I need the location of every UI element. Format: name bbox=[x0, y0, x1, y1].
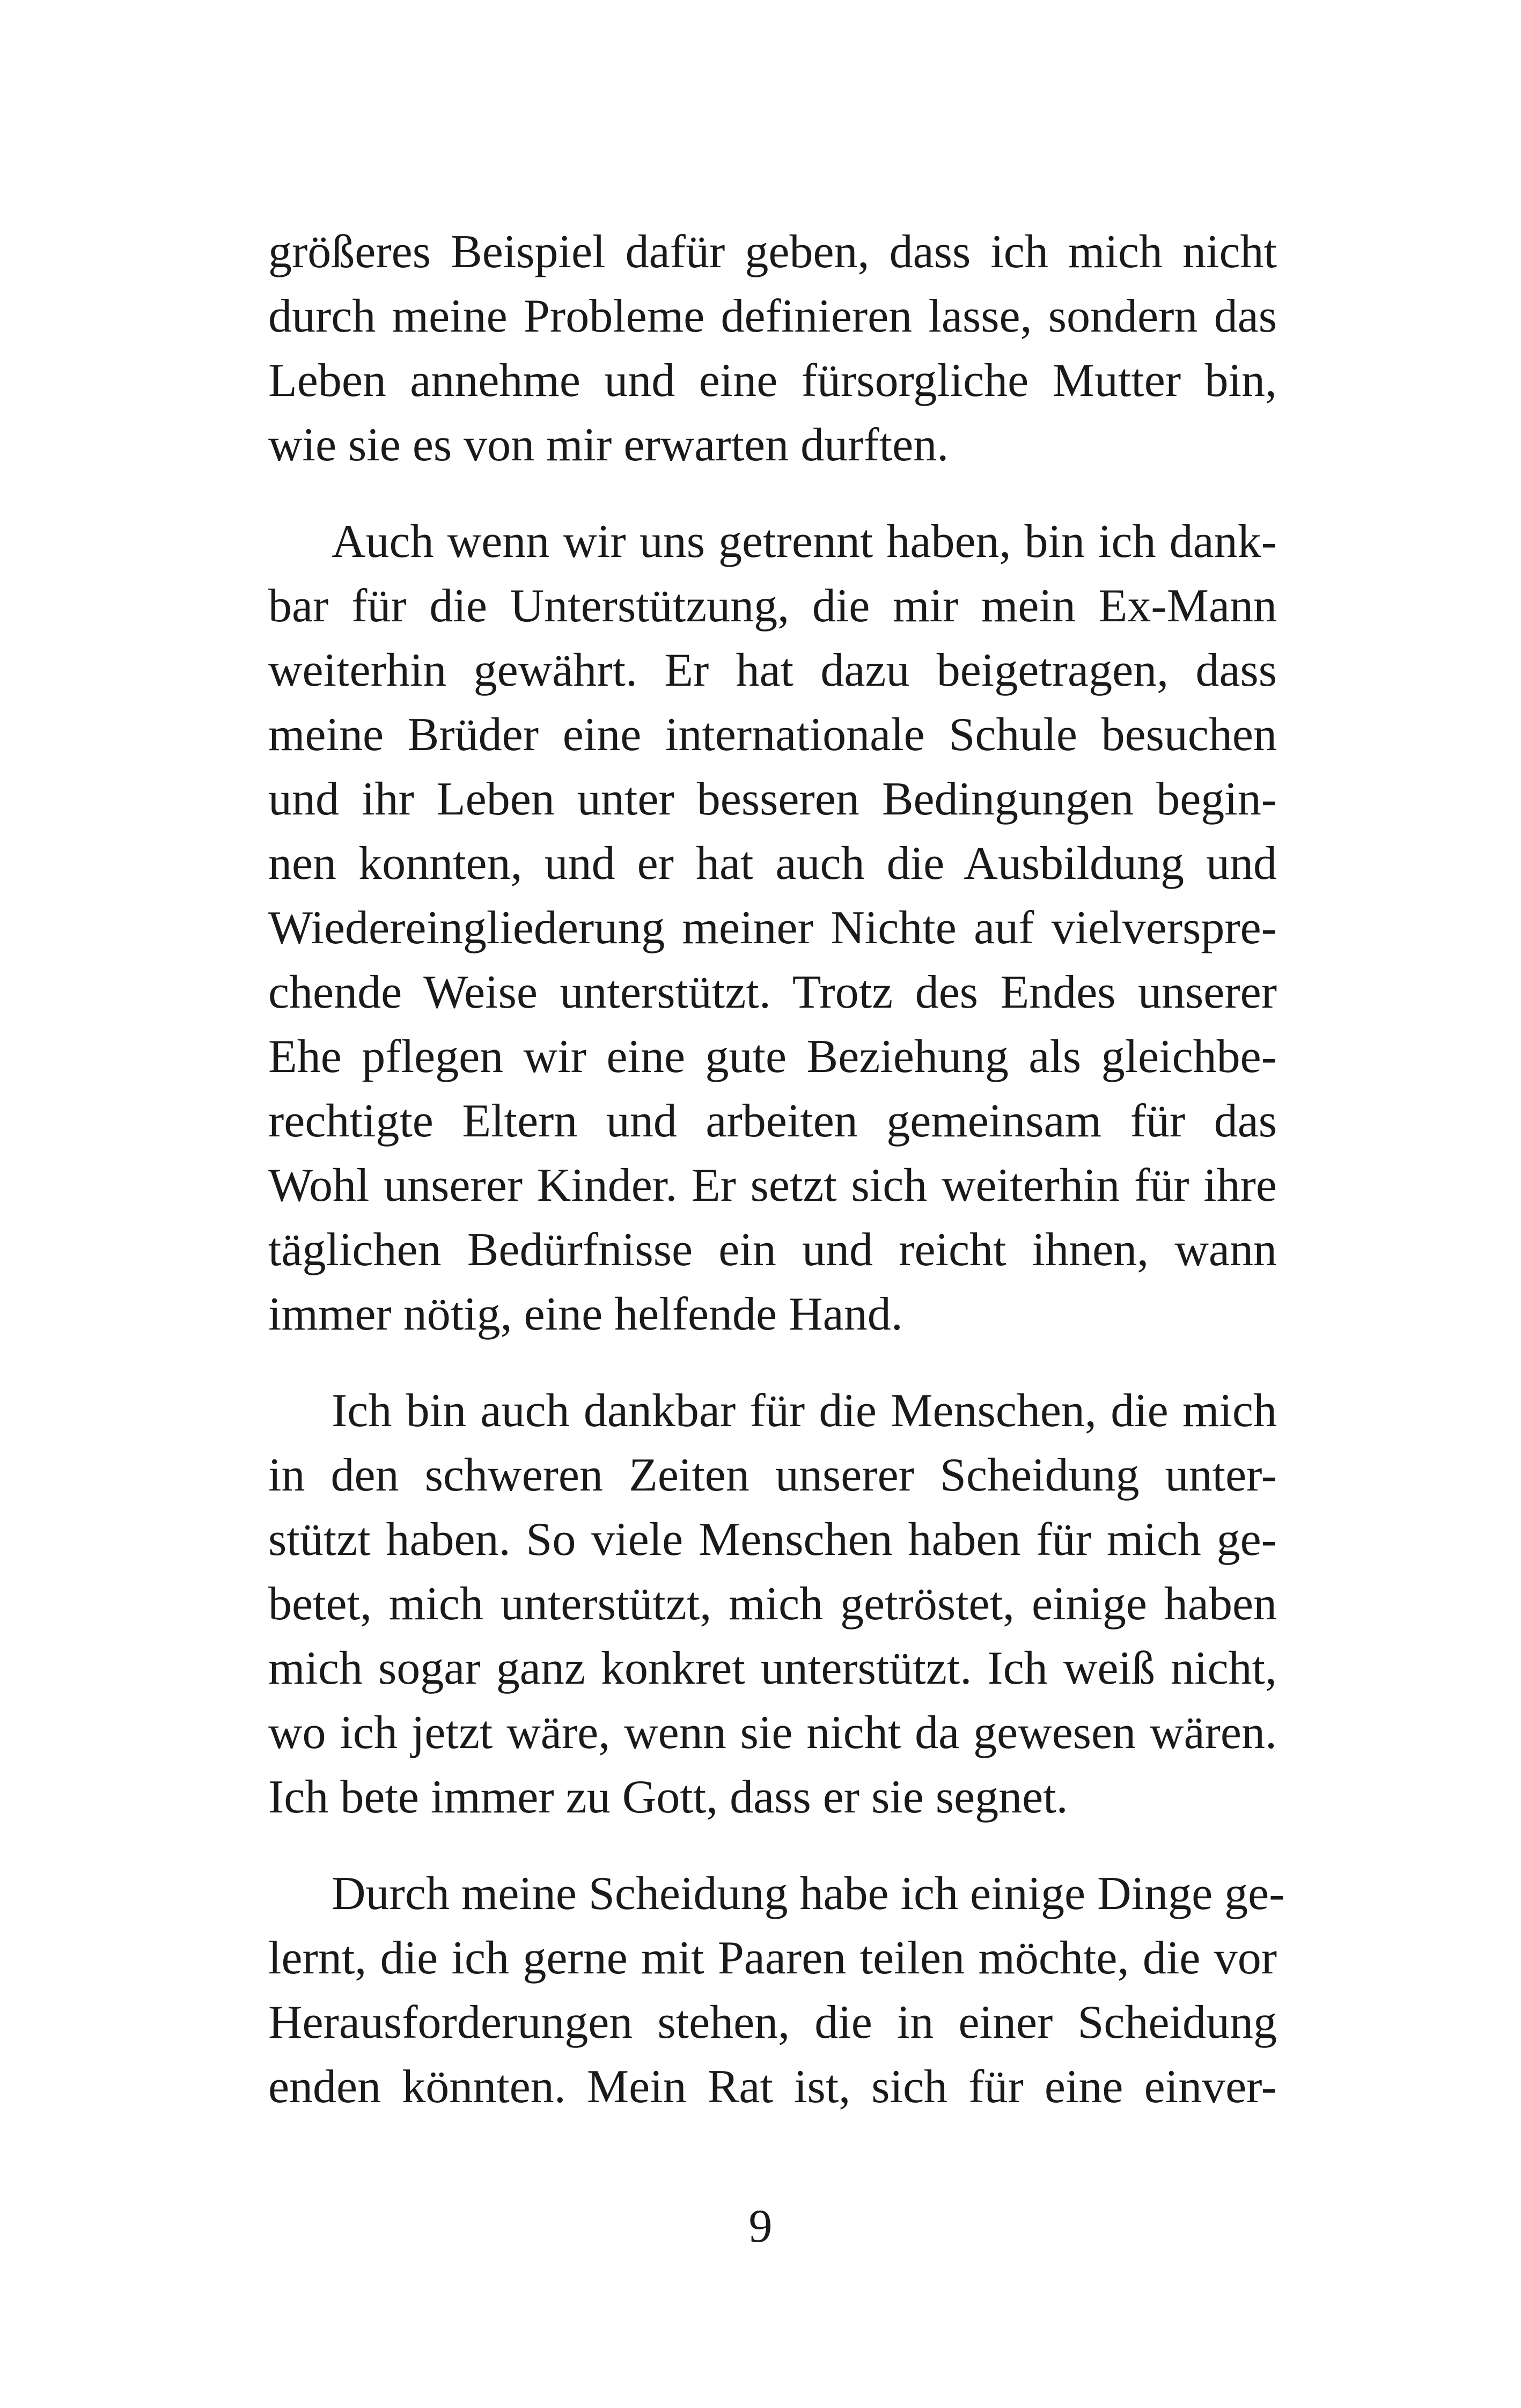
paragraph bbox=[268, 510, 1277, 1347]
text-line: wo ich jetzt wäre, wenn sie nicht da gewesen wären. bbox=[268, 1707, 1277, 1759]
paragraph bbox=[268, 1862, 1285, 2119]
text-line: enden könnten. Mein Rat ist, sich für eine einver- bbox=[268, 2061, 1277, 2113]
text-line: größeres Beispiel dafür geben, dass ich mich nicht bbox=[268, 226, 1277, 278]
text-line: Herausforderungen stehen, die in einer Scheidung bbox=[268, 1996, 1277, 2049]
paragraph bbox=[268, 1379, 1277, 1830]
text-line: lernt, die ich gerne mit Paaren teilen möchte, die vor bbox=[268, 1932, 1277, 1984]
text-line: täglichen Bedürfnisse ein und reicht ihnen, wann bbox=[268, 1224, 1277, 1276]
text-line: nen konnten, und er hat auch die Ausbildung und bbox=[268, 838, 1277, 890]
text-line: mich sogar ganz konkret unterstützt. Ich weiß nicht, bbox=[268, 1642, 1277, 1694]
text-line: immer nötig, eine helfende Hand. bbox=[268, 1288, 903, 1340]
paragraph-gap bbox=[268, 1830, 1277, 1862]
text-line: bar für die Unterstützung, die mir mein Ex-Mann bbox=[268, 580, 1277, 632]
text-line: und ihr Leben unter besseren Bedingungen begin- bbox=[268, 773, 1277, 825]
text-line: stützt haben. So viele Menschen haben für mich ge- bbox=[268, 1514, 1277, 1566]
text-line: Wohl unserer Kinder. Er setzt sich weiterhin für ihre bbox=[268, 1159, 1277, 1212]
text-line: Leben annehme und eine fürsorgliche Mutter bin, bbox=[268, 355, 1277, 407]
text-line: Wiedereingliederung meiner Nichte auf vielverspre- bbox=[268, 902, 1277, 954]
text-line: Auch wenn wir uns getrennt haben, bin ich dank- bbox=[332, 516, 1277, 568]
paragraph bbox=[268, 220, 1277, 478]
body-text bbox=[268, 220, 1285, 2119]
text-line: rechtigte Eltern und arbeiten gemeinsam für das bbox=[268, 1095, 1277, 1147]
text-line: chende Weise unterstützt. Trotz des Endes unserer bbox=[268, 966, 1277, 1018]
text-line: wie sie es von mir erwarten durften. bbox=[268, 419, 949, 471]
text-line: weiterhin gewährt. Er hat dazu beigetragen, dass bbox=[268, 644, 1277, 696]
text-line: in den schweren Zeiten unserer Scheidung unter- bbox=[268, 1449, 1277, 1501]
text-line: Ich bin auch dankbar für die Menschen, die mich bbox=[332, 1385, 1277, 1437]
paragraph-gap bbox=[268, 478, 1277, 510]
text-line: meine Brüder eine internationale Schule besuchen bbox=[268, 709, 1277, 761]
text-line: Ich bete immer zu Gott, dass er sie segnet. bbox=[268, 1771, 1068, 1823]
paragraph-gap bbox=[268, 1347, 1277, 1379]
page-number: 9 bbox=[748, 2200, 773, 2252]
text-line: Ehe pflegen wir eine gute Beziehung als gleichbe- bbox=[268, 1031, 1277, 1083]
text-line: Durch meine Scheidung habe ich einige Dinge ge- bbox=[332, 1868, 1285, 1920]
text-line: betet, mich unterstützt, mich getröstet, einige haben bbox=[268, 1578, 1277, 1630]
text-line: durch meine Probleme definieren lasse, sondern das bbox=[268, 290, 1277, 342]
